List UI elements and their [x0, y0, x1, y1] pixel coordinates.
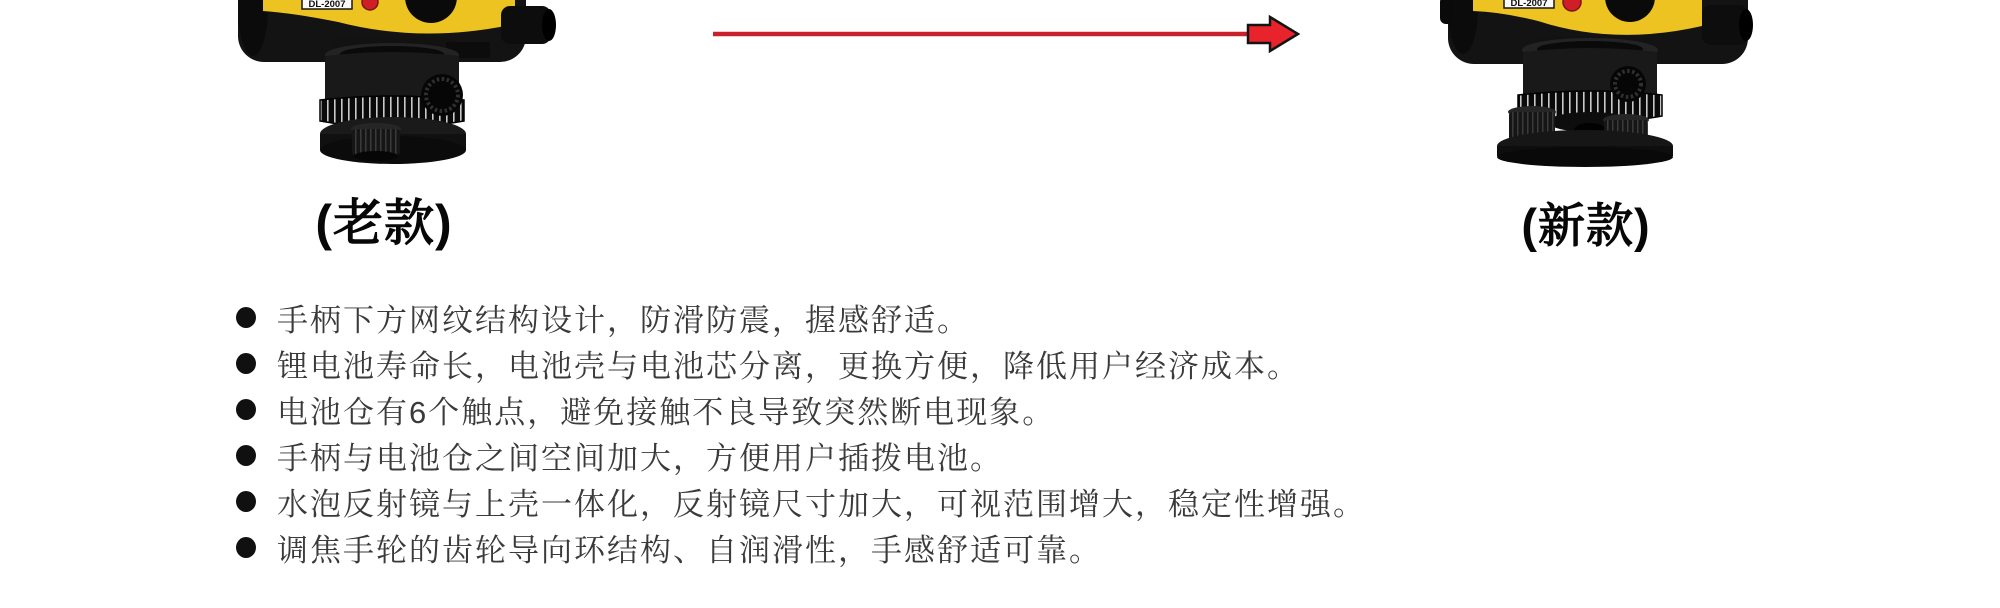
new-model-caption: (新款)	[1521, 199, 1651, 252]
device-model-label: DL-2007	[308, 0, 346, 10]
new-power-button-dot	[1563, 0, 1581, 11]
feature-text: 调焦手轮的齿轮导向环结构、自润滑性，手感舒适可靠。	[277, 532, 1102, 568]
upgrade-arrow-icon	[700, 10, 1310, 62]
feature-item	[236, 340, 1686, 386]
feature-item	[236, 294, 1686, 340]
device-model-label: DL-2007	[1510, 0, 1548, 9]
feature-item	[236, 386, 1686, 432]
bullet-icon	[236, 353, 256, 374]
arrow-head	[1248, 17, 1298, 51]
feature-text: 手柄与电池仓之间空间加大，方便用户插拨电池。	[277, 440, 1003, 476]
feature-text: 水泡反射镜与上壳一体化，反射镜尺寸加大，可视范围增大，稳定性增强。	[277, 486, 1366, 522]
bullet-icon	[236, 491, 256, 512]
bullet-icon	[236, 307, 256, 328]
feature-text: 手柄下方网纹结构设计，防滑防震，握感舒适。	[277, 302, 970, 338]
old-model-caption: (老款)	[315, 195, 453, 251]
feature-text: 电池仓有6个触点，避免接触不良导致突然断电现象。	[277, 394, 1056, 430]
bullet-icon	[236, 445, 256, 466]
old-model-device-image	[233, 0, 565, 172]
bullet-icon	[236, 399, 256, 420]
new-model-device-image	[1440, 0, 1760, 172]
feature-item	[236, 478, 1686, 524]
bullet-icon	[236, 537, 256, 558]
feature-text: 锂电池寿命长，电池壳与电池芯分离，更换方便，降低用户经济成本。	[277, 348, 1300, 384]
feature-item	[236, 432, 1686, 478]
feature-item	[236, 524, 1686, 570]
feature-list	[236, 294, 1686, 570]
old-power-button-dot	[362, 0, 378, 10]
